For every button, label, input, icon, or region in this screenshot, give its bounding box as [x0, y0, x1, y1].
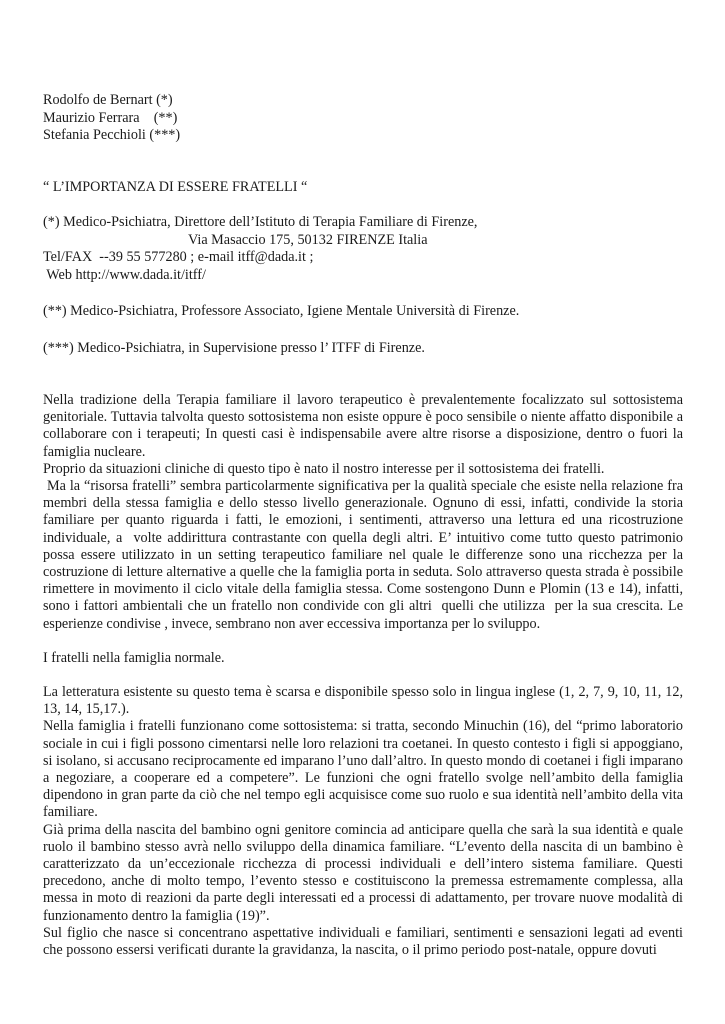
paragraph-4: La letteratura esistente su questo tema è scarsa e disponibile spesso solo in lingua inglese (1, 2, 7, 9, 10, 11, 12, 13, 14, 15,17.). [43, 684, 683, 718]
author-list [43, 92, 180, 145]
affiliation-web: Web http://www.dada.it/itff/ [43, 266, 206, 283]
body-text [43, 392, 687, 959]
author-3: Stefania Pecchioli (***) [43, 127, 181, 143]
author-1: Rodolfo de Bernart (*) [43, 92, 173, 108]
affiliation-first [43, 214, 683, 284]
paragraph-7: Sul figlio che nasce si concentrano aspettative individuali e familiari, sentimenti e sensazioni legati ad eventi che possono essersi verificati durante la gravidanza, la nascita, o il primo periodo post-natale, oppure dovuti [43, 924, 683, 959]
affiliation-address: Via Masaccio 175, 50132 FIRENZE Italia [188, 231, 428, 248]
author-2: Maurizio Ferrara (**) [43, 109, 178, 126]
paragraph-5: Nella famiglia i fratelli funzionano come sottosistema: si tratta, secondo Minuchin (16), del “primo laboratorio sociale in cui i figli possono cimentarsi nelle loro relazioni tra coetanei. In questo contesto i figli si appoggiano, si isolano, si accusano reciprocamente ed imparano l’uno dall’altro. In questo mondo di coetanei i figli imparano a negoziare, a cooperare ed a competere”. Le funzioni che ogni fratello svolge nell’ambito della famiglia dipendono in gran parte da ciò che nel tempo egli acquisisce come suo ruolo e sua identità nell’ambito della vita familiare. [43, 718, 683, 821]
affiliation-second: (**) Medico-Psichiatra, Professore Associato, Igiene Mentale Università di Firenze. [43, 303, 520, 319]
paragraph-3: Ma la “risorsa fratelli” sembra particolarmente significativa per la qualità speciale che esiste nella relazione fra membri della stessa famiglia e dello stesso livello generazionale. Ognuno di essi, infatti, condivide la storia familiare per quanto riguarda i fatti, le emozioni, i sentimenti, attraverso una lettura ed una ricostruzione individuale, a volte addirittura contrastante con quella degli altri. E’ intuitivo come tutto questo patrimonio possa essere utilizzato in un setting terapeutico familiare nel quale le differenze sono una ricchezza per la costruzione di letture alternative a quelle che la famiglia porta in seduta. Solo attraverso questa strada è possibile rimettere in movimento il ciclo vitale della famiglia stessa. Come sostengono Dunn e Plomin (13 e 14), infatti, sono i fattori ambientali che un fratello non condivide con gli altri quelli che utilizza per la sua crescita. Le esperienze condivise , invece, sembrano non aver eccessiva importanza per lo sviluppo. [43, 478, 687, 632]
paragraph-1: Nella tradizione della Terapia familiare il lavoro terapeutico è prevalentemente focalizzato sul sottosistema genitoriale. Tuttavia talvolta questo sottosistema non esiste oppure è poco sensibile o niente affatto disponibile a collaborare con i terapeuti; In questi casi è indispensabile avere altre risorse a disposizione, dentro o fuori la famiglia nucleare. [43, 392, 683, 460]
paragraph-6: Già prima della nascita del bambino ogni genitore comincia ad anticipare quella che sarà la sua identità e quale ruolo il bambino stesso avrà nello sviluppo della dinamica familiare. “L’evento della nascita di un bambino è caratterizzato da un’eccezionale ricchezza di processi individuali e dell’intero sistema familiare. Questi precedono, anche di molto tempo, l’evento stesso e costituiscono la premessa estremamente complessa, alla messa in moto di reazioni da parte degli interessati ed a processi di adattamento, per trovare nuove modalità di funzionamento dentro la famiglia (19)”. [43, 821, 683, 924]
affiliation-first-line: (*) Medico-Psichiatra, Direttore dell’Istituto di Terapia Familiare di Firenze, [43, 214, 478, 230]
document-title: “ L’IMPORTANZA DI ESSERE FRATELLI “ [43, 179, 308, 195]
section-heading: I fratelli nella famiglia normale. [43, 649, 225, 666]
affiliation-third: (***) Medico-Psichiatra, in Supervisione presso l’ ITFF di Firenze. [43, 340, 425, 356]
affiliation-contact: Tel/FAX --39 55 577280 ; e-mail itff@dada.it ; [43, 249, 314, 265]
paragraph-2: Proprio da situazioni cliniche di questo tipo è nato il nostro interesse per il sottosistema dei fratelli. [43, 460, 605, 477]
